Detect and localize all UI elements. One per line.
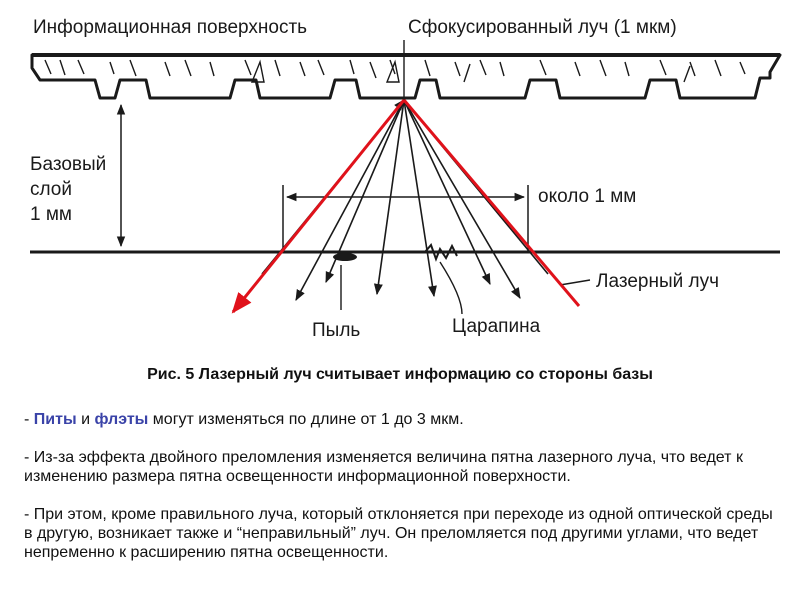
spot-width-dimension bbox=[283, 185, 528, 252]
about-1mm-label: около 1 мм bbox=[538, 186, 637, 207]
term-pits: Питы bbox=[33, 411, 77, 428]
p1-prefix: - bbox=[24, 411, 34, 428]
paragraph-wrong-beam: - При этом, кроме правильного луча, который отклоняется при переходе из одной оптической среды в другую, возникает также и “неправильный” луч. Он преломляется под другими углами, что ведет непременно к расширению пятна освещенности. bbox=[24, 506, 773, 561]
information-surface-layer bbox=[32, 55, 780, 98]
scratch-label: Царапина bbox=[452, 316, 541, 337]
laser-beam-label: Лазерный луч bbox=[596, 271, 719, 292]
paragraph-pits-flats bbox=[24, 410, 784, 429]
base-layer-label-1: Базовый bbox=[30, 154, 107, 175]
figure-caption: Рис. 5 Лазерный луч считывает информацию со стороны базы bbox=[147, 366, 653, 383]
base-layer-label-3: 1 мм bbox=[30, 204, 72, 225]
p1-mid: и bbox=[76, 411, 95, 428]
focused-rays bbox=[262, 100, 548, 300]
red-laser-beam bbox=[233, 100, 579, 312]
base-layer-label-2: слой bbox=[30, 179, 72, 200]
p1-rest: могут изменяться по длине от 1 до 3 мкм. bbox=[148, 411, 464, 428]
dust-label: Пыль bbox=[312, 320, 361, 341]
focused-beam-label: Сфокусированный луч (1 мкм) bbox=[408, 17, 677, 38]
info-surface-label: Информационная поверхность bbox=[33, 17, 308, 38]
term-flats: флэты bbox=[94, 411, 149, 428]
paragraph-birefringence: - Из-за эффекта двойного преломления изменяется величина пятна лазерного луча, что ведет к изменению размера пятна освещенности информационной поверхности. bbox=[24, 449, 743, 485]
